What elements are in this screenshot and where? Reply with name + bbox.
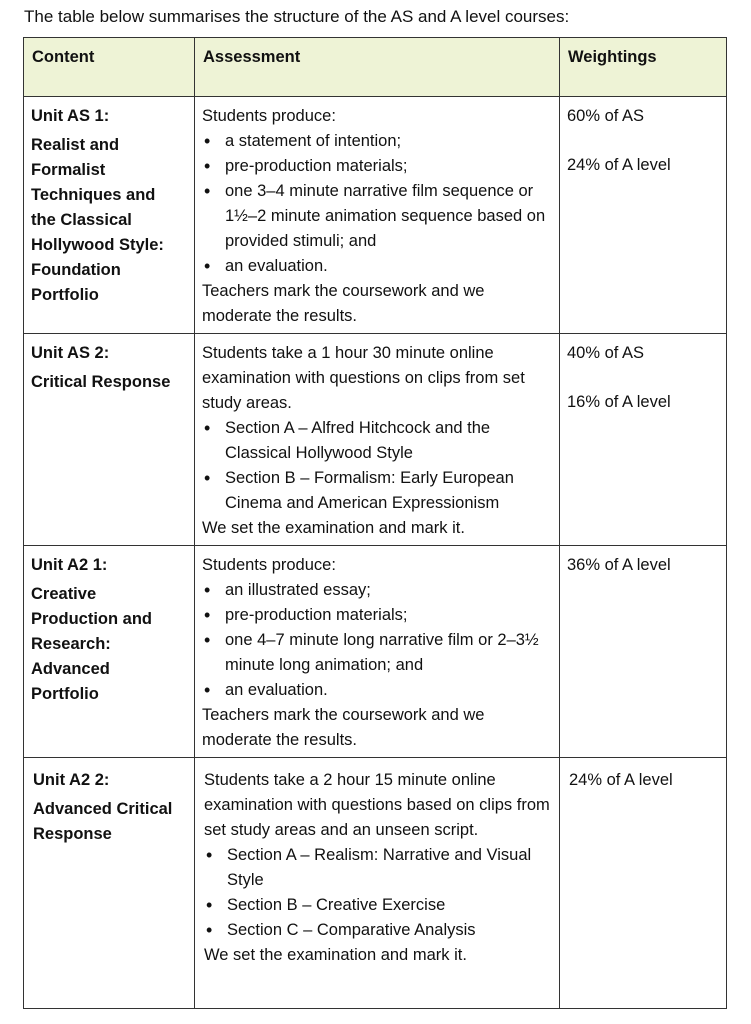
unit-code: Unit A2 2: <box>33 771 110 789</box>
assessment-bullet: • Section B – Creative Exercise <box>204 893 553 918</box>
table-row <box>24 334 727 546</box>
content-cell <box>24 334 195 546</box>
unit-title-line: Hollywood Style: <box>31 236 164 254</box>
header-content: Content <box>24 38 195 97</box>
assessment-cell <box>195 97 560 334</box>
unit-title-line: Portfolio <box>31 685 99 703</box>
unit-code: Unit A2 1: <box>31 556 108 574</box>
assessment-bullet: • pre-production materials; <box>202 154 553 179</box>
assessment-bullet: • Section B – Formalism: Early European Cinema and American Expressionism <box>202 466 553 516</box>
assessment-bullet-list <box>204 843 553 943</box>
unit-title-line: Techniques and <box>31 186 156 204</box>
assessment-outro: We set the examination and mark it. <box>204 946 467 964</box>
weightings-cell <box>560 546 727 758</box>
assessment-bullet: • an evaluation. <box>202 254 553 279</box>
intro-text: The table below summarises the structure of the AS and A level courses: <box>24 7 570 26</box>
weighting-value: 40% of AS <box>567 344 645 362</box>
unit-code: Unit AS 2: <box>31 344 110 362</box>
unit-title-line: Production and <box>31 610 152 628</box>
unit-title-line: Response <box>33 825 112 843</box>
table-body <box>24 97 727 1009</box>
assessment-intro: Students take a 2 hour 15 minute online examination with questions based on clips from set study areas and an unseen script. <box>204 771 550 839</box>
weightings-cell <box>560 334 727 546</box>
unit-title-line: Formalist <box>31 161 106 179</box>
header-weightings: Weightings <box>560 38 727 97</box>
assessment-outro: Teachers mark the coursework and we moderate the results. <box>202 706 485 749</box>
weighting-value: 60% of AS <box>567 107 645 125</box>
assessment-cell <box>195 334 560 546</box>
unit-title-line: Creative <box>31 585 97 603</box>
assessment-intro: Students produce: <box>202 107 336 125</box>
unit-title-line: Foundation <box>31 261 121 279</box>
weightings-cell <box>560 97 727 334</box>
assessment-bullet-list <box>202 129 553 279</box>
assessment-outro: Teachers mark the coursework and we moderate the results. <box>202 282 485 325</box>
table-row <box>24 758 727 1009</box>
weighting-value: 16% of A level <box>567 393 671 411</box>
assessment-bullet: • Section A – Alfred Hitchcock and the Classical Hollywood Style <box>202 416 553 466</box>
header-row <box>24 38 727 97</box>
unit-title-line: Advanced Critical <box>33 800 173 818</box>
course-structure-table <box>23 37 727 1009</box>
assessment-bullet-list <box>202 578 553 703</box>
assessment-bullet: • one 3–4 minute narrative film sequence or 1½–2 minute animation sequence based on provided stimuli; and <box>202 179 553 254</box>
content-cell <box>24 758 195 1009</box>
assessment-bullet: • an illustrated essay; <box>202 578 553 603</box>
weighting-value: 24% of A level <box>569 771 673 789</box>
assessment-bullet: • one 4–7 minute long narrative film or 2–3½ minute long animation; and <box>202 628 553 678</box>
unit-title-line: Research: <box>31 635 111 653</box>
assessment-bullet: • a statement of intention; <box>202 129 553 154</box>
content-cell <box>24 97 195 334</box>
weighting-value: 24% of A level <box>567 156 671 174</box>
unit-title-line: Portfolio <box>31 286 99 304</box>
assessment-bullet: • Section C – Comparative Analysis <box>204 918 553 943</box>
assessment-cell <box>195 758 560 1009</box>
assessment-cell <box>195 546 560 758</box>
unit-title-line: Realist and <box>31 136 120 154</box>
assessment-bullet: • Section A – Realism: Narrative and Visual Style <box>204 843 553 893</box>
unit-title-line: the Classical <box>31 211 132 229</box>
assessment-outro: We set the examination and mark it. <box>202 519 465 537</box>
table-row <box>24 97 727 334</box>
assessment-bullet-list <box>202 416 553 516</box>
unit-title-line: Critical Response <box>31 373 171 391</box>
assessment-intro: Students produce: <box>202 556 336 574</box>
assessment-bullet: • pre-production materials; <box>202 603 553 628</box>
weighting-value: 36% of A level <box>567 556 671 574</box>
weightings-cell <box>560 758 727 1009</box>
header-assessment: Assessment <box>195 38 560 97</box>
assessment-intro: Students take a 1 hour 30 minute online examination with questions on clips from set study areas. <box>202 344 525 412</box>
table-row <box>24 546 727 758</box>
unit-title-line: Advanced <box>31 660 110 678</box>
content-cell <box>24 546 195 758</box>
unit-code: Unit AS 1: <box>31 107 110 125</box>
assessment-bullet: • an evaluation. <box>202 678 553 703</box>
